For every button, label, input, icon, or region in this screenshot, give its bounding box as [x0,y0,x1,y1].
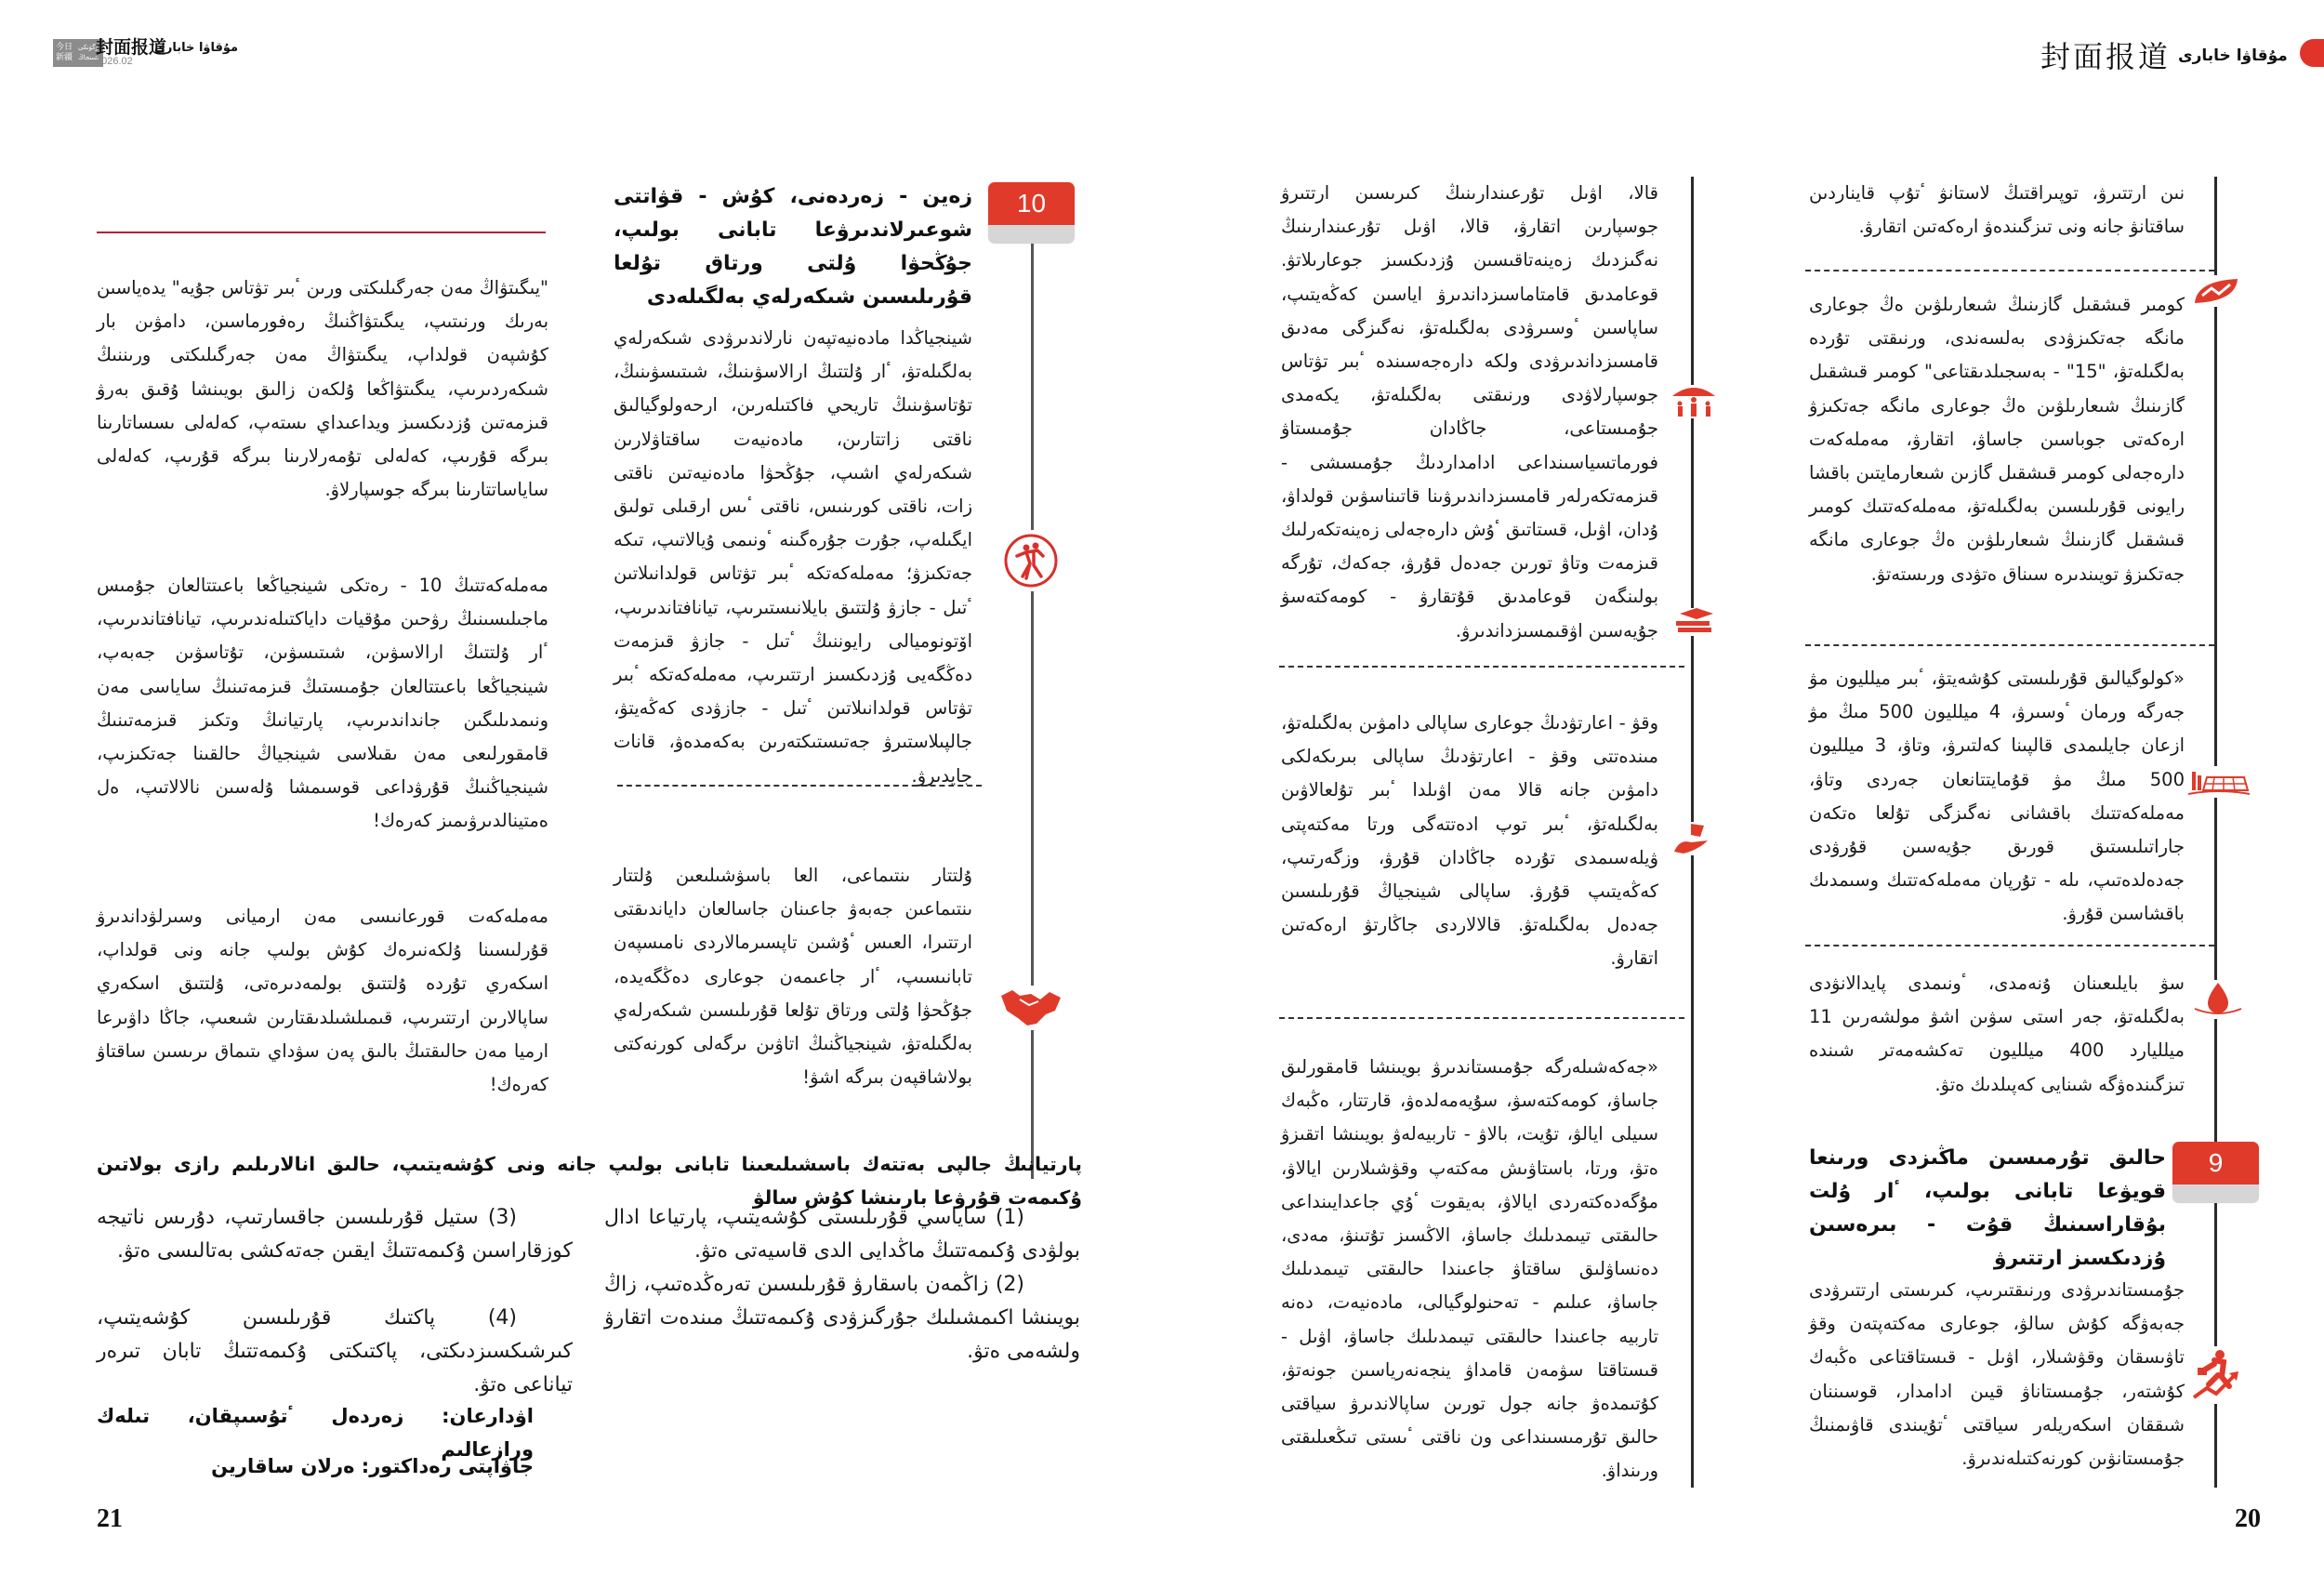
badge-base [2172,1184,2259,1203]
paragraph: "يىگىتۋاڭ مەن جەرگىلىكتى ورىن ٴبىر تۋتاس جۇيە" يدەياسىن بەرىك ورنىتىپ، يىگىتۋاڭنىڭ رەفورماسىن، دامۋىن بار كۇشپەن قولداپ، يىگىتۋاڭ مەن جەرگىلىكتى ورىننىڭ شىكەردىرىپ، يىگىتۋاڭعا ۇلكەن زالىق بويىنشا ۇقىق بەرۋ قىزمەتىن ۇزدىكسىز ويداعىداي ىستەپ، كەلەلى ىسساتارىنا بىرگە قۇرىپ، كەلەلى تۇمەرلارىنا بىرگە قۇرىپ، كەلەلى ساياساتتارىنا بىرگە جوسپارلاۋ. [97,277,548,501]
logo-ug-line1: بۇگۈنكى [78,44,101,51]
hand-heart-icon [1670,822,1716,855]
factory-solar-icon [2186,766,2251,798]
paragraph: سۋ بايلىعىنان ۇنەمدى، ٴونىمدى پايدالانۋدى بەلگىلەتۋ، جەر استى سۋىن اشۋ مولشەرىن 11 ميلليارد 400 ميلليون تەكشەمەتر شىندە تىزگىندەۋگە شىنايى كەپىلدىك ەتۋ. [1809,973,2185,1095]
timeline-badge-10 [988,182,1075,244]
paragraph: قالا، اۋىل تۇرعىندارىنىڭ كىرىسىن ارتتىرۋ جوسپارىن اتقارۋ، قالا، اۋىل تۇرعىندارىنىڭ نەگىزدىك زەينەتاقىسىن ۇزدىكسىز جوعارىلاتۋ. قوعامدىق قامتاماسىزداندىرۋ اياسىن كەڭەيتىپ، ساپاسىن ٴوسىرۋدى بەلگىلەتۋ، نەگىزگى مەدىق قامسىزداندىرۋدى ولكە دارەجەسىندە ٴبىر تۋتاس جوسپارلاۋدى ورنىقتى بەلگىلەتۋ، يكەمدى جۇمىستاعى، جاڭادان جۇمىستاۋ فورماتسياسىنداعى ادامداردىڭ جۇمىسشى - قىزمەتكەرلەر قامسىزداندىرۋىنا قاتىناسۋىن قولداۋ، ۇدان، اۋىل، قستاتىق ٴۇش دارەجەلى زەينەتكەرلىك قىزمەت وتاۋ تورىن جەدەل قۇرۋ، جەكەك، تۇرگە بولىنگەن قوعامدىق قۇتقارۋ - كومەكتەسۋ جۇيەسىن اۋقىمسىزداندىرۋ. [1281,182,1658,642]
logo-ug-line2: شىنجاڭ [78,54,99,61]
leaf-icon [2192,275,2240,307]
graduation-books-icon [1668,608,1720,636]
runner-growth-icon [2189,1346,2243,1404]
translators-credit: اۋدارعان: زەردەل ٴتۇسىپقان، تىلەك ورازعالىم [97,1405,534,1461]
section-divider [1279,1017,1684,1019]
paragraph: كومىر قىشقىل گازىنىڭ شىعارىلۋىن ەڭ جوعارى مانگە جەتكىزۋدى بەلسەندى، ورنىقتى تۇردە بەلگىلەتۋ، "15" - بەسجىلدىقتاعى" كومىر قىشقىل گازىنىڭ شىعارىلۋىن ەڭ جوعارى مانگە جەتكىزۋ ارەكەتى جوباسىن جاساۋ، اتقارۋ، مەملەكەت دارەجەلى كومىر قىشقىل گازىن شىعارمايتىن باقشا رايونى قۇرىلىسىن بەلگىلەتۋ، مەملەكەتتىك كومىر قىشقىل گازىنىڭ شىعارىلۋىن ەڭ جوعارى مانگە جەتكىزۋ تويىندىرە سىناق ەتۋدى ورىستەتۋ. [1809,294,2185,585]
paragraph: ۇلتتار ىنتىماعى، العا باسۋشىلىعىن ۇلتتار ىنتىماعىن جەبەۋ جاعىنان جاسالعان داياندىقتى ارتتىرا، العىس ٴۇشىن تاپسىرمالاردى نامىسپەن تابانىسىپ، ٴار جاعىمەن جوعارى دەڭگەيدە، جۇڭحۋا ۇلتى ورتاق تۇلعا قۇرىلىسىن شىكەرلەي بەلگىلەتۋ، شينجياڭنىڭ اتاۋىن ىرگەلى كورنەكتى بولاشاقپەن بىرگە اشۋ! [614,865,972,1089]
page-number-right: 20 [2235,1504,2261,1533]
paragraph: «كولوگيالىق قۇرىلىستى كۇشەيتۋ، ٴبىر ميلليون مۋ جەرگە ورمان ٴوسىرۋ، 4 ميلليون 500 مىڭ مۋ ازعان جايلىمدى قالپىنا كەلتىرۋ، وتاۋ، 3 ميلليون 500 مىڭ مۋ قۇمايتتانعان جەردى وتاۋ، مەملەكەتتىك باقشانى نەگىزگى تۇلعا ەتكەن جاراتىلىستىق قورىق جۇيەسىن قۇرۋدى جەدەلدەتىپ، ىلە - تۇرپان مەملەكەتتىك وسىمدىك باقشاسىن قۇرۋ. [1809,668,2185,925]
paragraph: وقۋ - اعارتۋدىڭ جوعارى ساپالى دامۋىن بەلگىلەتۋ، مىندەتتى وقۋ - اعارتۋدىڭ ساپالى بىرىكەلكى دامۋىن جانە قالا مەن اۋىلدا ٴبىر تۇلعالاۋىن بەلگىلەتۋ، ٴبىر توپ ادەتتەگى ورتا مەكتەپتى ۋيلەسىمدى تۇردە جاڭادان قۇرۋ، وزگەرتىپ، كەڭەيتىپ قۇرۋ. ساپالى شينجياڭ قۇرىلىسىن جەدەل بەلگىلەتۋ. قالالاردى جاڭارتۋ ارەكەتىن اتقارۋ. [1281,712,1658,970]
family-umbrella-icon [1668,385,1720,418]
editor-credit: جاۋاپتى رەداكتور: ەرلان ساقارين [211,1455,534,1477]
header-accent-tab [2300,39,2324,67]
paragraph: جۇمىستاندىرۋدى ورنىقتىرىپ، كىرىستى ارتتىرۋدى جەبەۋگە كۇش سالۋ، جوعارى مەكتەپتەن وقۋ تاۋىسقان وقۋشىلار، اۋىل - قىستاقتاعى ەڭبەك كۇشتەر، جۇمىستاناۋ قيىن ادامدار، قوسىننان شىققان اسكەريلەر سياقتى ٴتۇيىندى قاۋىمنىڭ جۇمىستانۋىن كورنەكتىلەندىرۋ. [1809,1279,2185,1470]
section-title-ug-right: مۇقاۋا خابارى [2178,46,2288,65]
section-divider [1279,666,1684,668]
handshake-icon [998,986,1063,1030]
timeline-badge-9 [2172,1142,2259,1203]
list-item: (1) ساياسي قۇرىلىستى كۇشەيتىپ، پارتياعا ادال بولۋدى ۇكىمەتتىڭ ماڭدايى الدى قاسيەتى ەتۋ. [604,1206,1080,1263]
badge-number: 10 [988,182,1075,225]
paragraph: مەملەكەتتىڭ 10 - رەتكى شينجياڭعا باعىتتالعان جۇمىس ماجىلىسىنىڭ رۋحىن مۇقيات داياكتىلەندىرىپ، تيانافتاندىرىپ، ٴار ۇلتتىڭ اراﻻسۋىن، شىتىسۋىن، تۇتاسۋىن جەبەپ، شينجياڭعا باعىتتالعان جۇمىستىڭ قىزمەتىنىڭ ساياسى مەن ونىمدىلىگىن جانداندىرىپ، پارتيانىڭ وتكىز قىزمەتىنىڭ قامقورلىعى مەن ىقىلاسى شينجياڭ حالقىنا جەتكىزىپ، شينجياڭنىڭ قۇرۋداعى قوسىمشا ۇلەسىن نالالاتىپ، ەل ەمتينالدىرۋىمىز كەرەك! [97,575,549,832]
water-drop-icon [2190,980,2246,1019]
timeline-line [2214,177,2217,1488]
section-title-cn-left: 封面报道 [96,37,167,58]
paragraph: شينجياڭدا مادەنيەتپەن نارلاندىرۋدى شىكەرلەي بەلگىلەتۋ، ٴار ۇلتتىڭ اراﻻسۋىنىڭ، شىتىسۋىنىڭ، تۇتاسۋىنىڭ تاريحي فاكتىلەرىن، ارحەولوگيالىق ناقتى زاتتارىن، مادەنيەت ساقتاۋلارىن شىكەرلەي اشىپ، جۇڭحۋا مادەنيەتىن ناقتى زات، ناقتى كورىنىس، ناقتى ٴىس ارقىلى تولىق ايگىلەپ، جۇرت جۇرەگىنە ٴونىمى ۇيالاتىپ، تىكە جەتكىزۋ؛ مەملەكەتكە ٴبىر تۋتاس قولدانىلاتىن ٴتىل - جازۋ ۇلتتىق بايلانىستىرىپ، تيانافتاندىرىپ، اۆتونوميالى رايوننىڭ ٴتىل - جازۋ قىزمەت دەڭگەيى ۇزدىكسىز ارتتىرىپ، مەملەكەتكە ٴبىر تۋتاس قولدانىلاتىن ٴتىل - جازۋدى كەڭەيتۋ، جالپىلاستىرۋ جەتىستىكتەرىن بەكەمدەۋ، قانات جايدىرۋ. [614,327,972,787]
section-divider [1805,945,2214,946]
issue-date: 2026.02 [96,56,133,67]
logo-cn-line2: 新疆 [56,53,73,62]
section-heading: زەين - زەردەنى، كۇش - قۋاتتى شوعىرلاندىرۋعا تابانى بولىپ، جۇڭحۋا ۇلتى ورتاق تۇلعا قۇرىلىسىن شىكەرلەي بەلگىلەدى [614,185,972,309]
page-number-left: 21 [97,1504,123,1533]
badge-base [988,225,1075,244]
section-title-cn-right: 封面报道 [2040,39,2172,74]
section-divider [1805,270,2214,271]
section-heading: حالىق تۇرمىسىن ماڭىزدى ورىنعا قويۋعا تابانى بولىپ، ٴار ۇلت بۇقاراسىنىڭ قۇت - بىرەسىن ۇزدىكسىز ارتتىرۋ [1809,1146,2166,1270]
bottom-heading: پارتيانىڭ جالپى بەتتەك باسشىلىعىنا تابانى بولىپ جانە ونى كۇشەيتىپ، حالىق انالارىلىم رازى بولاتىن ۇكىمەت قۇرۋعا بارىنشا كۇش سالۋ [97,1153,1082,1209]
section-divider [1805,644,2214,646]
list-item: (3) ستيل قۇرىلىسىن جاقسارتىپ، دۇرىس ناتيجە كوزقاراسىن ۇكىمەتتىڭ ايقىن جەتەكشى بەتالىسى ەتۋ. [97,1206,573,1263]
logo-box-cn [53,39,75,67]
paragraph: مەملەكەت قورعانىسى مەن ارميانى وسىرلۋداندىرۋ قۇرلىسىنا ۇلكەنىرەك كۇش بولىپ جانە ونى قولداپ، اسكەري تۇردە ۇلتتىق بولمەدىرەتى، ۇلتتىق اسكەري ساپالارىن ارتتىرىپ، قىمىلشىلدىقتارىن شىعىپ، جاڭا داۋىرعا ارميا مەن حالىقتىڭ بالىق پەن سۋداي ىتىماق ىرىسىن ساقتاۋ كەرەك! [97,906,548,1096]
list-item: (4) پاكتىك قۇرىلىسىن كۇشەيتىپ، كىرشىكسىزدىكتى، پاكتىكتى ۇكىمەتتىڭ تابان تىرەر تياناعى ەتۋ. [97,1306,573,1396]
list-item: (2) زاڭمەن باسقارۋ قۇرىلىسىن تەرەڭدەتىپ، زاڭ بويىنشا اكىمشىلىك جۇرگىزۋدى ۇكىمەتتىڭ مىندەت اتقارۋ ولشەمى ەتۋ. [604,1273,1080,1363]
paragraph: «جەكەشىلەرگە جۇمىستاندىرۋ بويىنشا قامقورلىق جاساۋ، كومەكتەسۋ، سۇيەمەلدەۋ، قارتتار، ەڭبەك سىيلى ايالۋ، تۇيت، باﻻۋ - تاربيەلەۋ بويىنشا اتقىزۋ ەتۋ، ورتا، باستاۋىش مەكتەپ وقۋشىلارىن ايالاۋ، مۇگەدەكتەردى ايالاۋ، بەيقوت ٴۇي جاعدايىنداعى حالىقتى تيىمدىلىك جاساۋ، الاڭسىز تۇتىنۋ، مەدى، دەنساۋلىق ساقتاۋ جاعىندا حالىقتى تيىمدىلىك جاساۋ، عىلىم - تەحنولوگيالى، مادەنيەت، دەنە تاربيە جاعىندا حالىقتى تيىمدىلىك جاساۋ، اۋىل - قىستاقتا سۋمەن قامداۋ ينجەنەرياسىن جونەتۋ، كۇتىمدەۋ جانە جول تورىن ساپالاندىرۋ سياقتى حالىق تۇرمىسىنداعى ون ناقتى ٴىستى تىڭعىلىقتى ورىنداۋ. [1281,1056,1658,1482]
red-rule [97,232,546,233]
timeline-line [1031,244,1034,1179]
badge-number: 9 [2172,1142,2259,1184]
logo-cn-line1: 今日 [56,43,73,52]
section-divider [617,785,982,787]
paragraph: نىن ارتتىرۋ، توپىراقتىڭ لاستانۋ ٴتۇپ قايناردىن ساقتانۋ جانە ونى تىزگىندەۋ ارەكەتىن اتقارۋ. [1809,182,2185,238]
section-title-ug-left: مۇقاۋا خابارى [154,41,239,55]
dancers-icon [1000,530,1062,591]
